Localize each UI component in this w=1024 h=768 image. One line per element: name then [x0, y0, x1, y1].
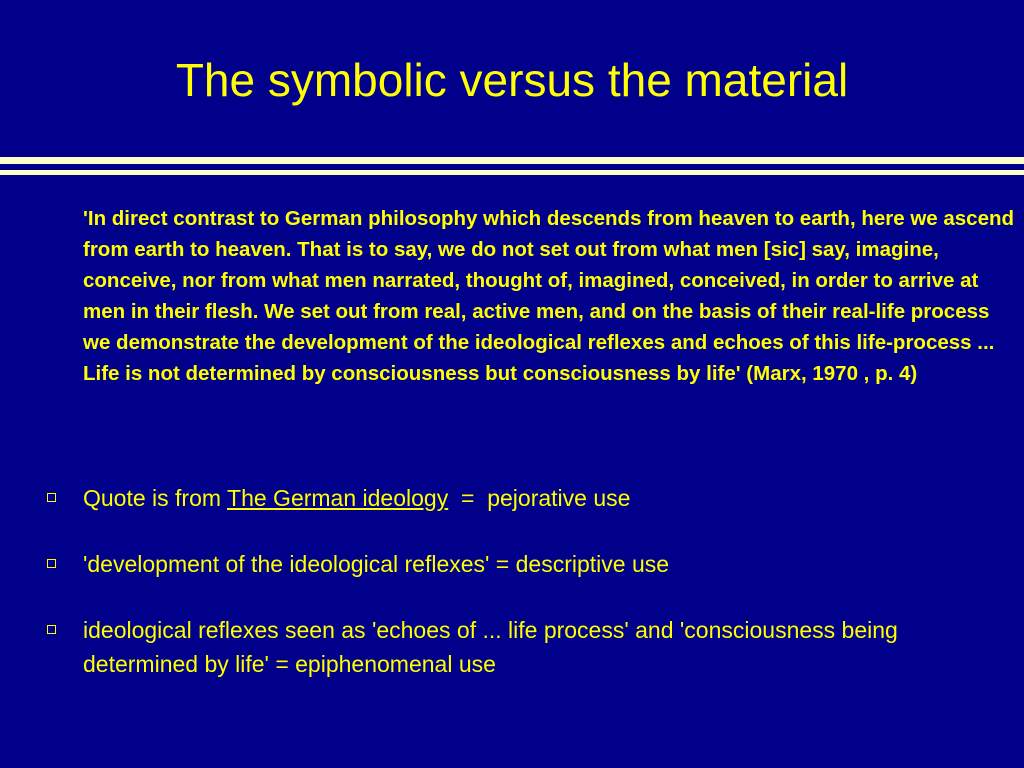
bullet-text: ideological reflexes seen as 'echoes of ... life process' and 'consciousness being determined by life' = epiphenomenal use [83, 617, 898, 677]
book-title-link: The German ideology [227, 485, 449, 511]
marx-quote: 'In direct contrast to German philosophy which descends from heaven to earth, here we ascend from earth to heaven. That is to say, we do not set out from what men [sic] say, imagine, conceive, nor from what men narrated, thought of, imagined, conceived, in order to arrive at men in their flesh. We set out from real, active men, and on the basis of their real-life process we demonstrate the development of the ideological reflexes and echoes of this life-process ... Life is not determined by consciousness but consciousness by life' (Marx, 1970 , p. 4) [83, 207, 1015, 385]
slide-title: The symbolic versus the material [175, 54, 849, 106]
bullet-item-descriptive [0, 547, 1017, 581]
bullet-item-epiphenomenal [0, 613, 1017, 681]
bullet-text: 'development of the ideological reflexes' = descriptive use [83, 551, 670, 577]
bullet-list [0, 481, 1024, 713]
square-bullet-icon [47, 493, 56, 502]
square-bullet-icon [47, 625, 56, 634]
bullet-prefix: Quote is from [83, 485, 228, 511]
bullet-item-source [0, 481, 1017, 515]
square-bullet-icon [47, 559, 56, 568]
bullet-suffix: = pejorative use [448, 485, 631, 511]
title-divider-top [0, 157, 1024, 164]
title-divider-bottom [0, 170, 1024, 175]
